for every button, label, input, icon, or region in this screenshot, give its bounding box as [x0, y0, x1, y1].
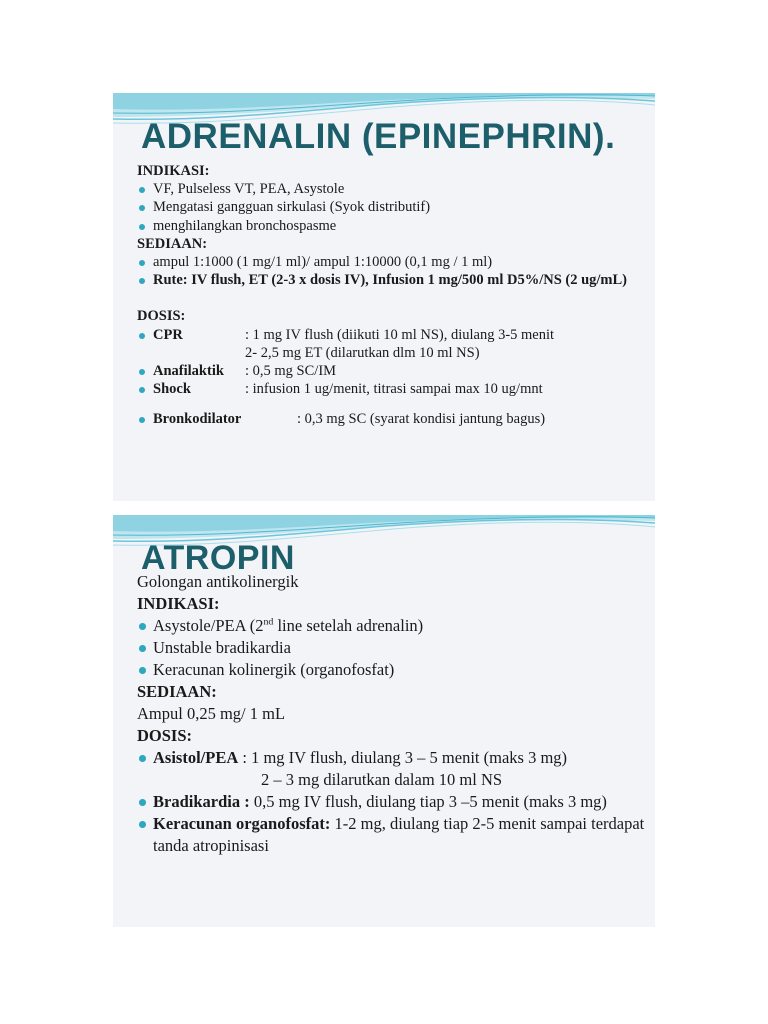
slide-title: ATROPIN — [141, 539, 295, 577]
dose-value: : 0,5 mg SC/IM — [245, 363, 337, 380]
list-item: ampul 1:1000 (1 mg/1 ml)/ ampul 1:10000 (0,1 mg / 1 ml) — [137, 253, 647, 271]
dose-row-keracunan — [137, 813, 647, 857]
dose-value: : 1 mg IV flush, diulang 3 – 5 menit (maks 3 mg) — [238, 748, 568, 767]
list-item: menghilangkan bronchospasme — [137, 217, 647, 235]
list-item-rute: Rute: IV flush, ET (2-3 x dosis IV), Infusion 1 mg/500 ml D5%/NS (2 ug/mL) — [137, 271, 647, 289]
dose-row-anafilaktik — [137, 362, 647, 380]
dose-label: Anafilaktik — [153, 363, 224, 380]
dose-label: Bradikardia : — [153, 792, 250, 811]
list-item: Asystole/PEA (2nd line setelah adrenalin) — [137, 615, 647, 637]
dose-label: Bronkodilator — [153, 411, 242, 428]
dose-value: : infusion 1 ug/menit, titrasi sampai max 10 ug/mnt — [245, 381, 543, 398]
sediaan-heading: SEDIAAN: — [137, 682, 217, 701]
slide-content — [137, 571, 647, 857]
slide-title: ADRENALIN (EPINEPHRIN). — [141, 117, 616, 156]
dose-value: : 0,3 mg SC (syarat kondisi jantung bagus) — [297, 411, 546, 428]
dose-continuation: 2 – 3 mg dilarutkan dalam 10 ml NS — [261, 770, 503, 789]
dose-continuation: 2- 2,5 mg ET (dilarutkan dlm 10 ml NS) — [245, 344, 480, 361]
dosis-heading: DOSIS: — [137, 308, 186, 325]
dose-row-cpr — [137, 326, 647, 344]
dose-value: : 1 mg IV flush (diikuti 10 ml NS), diulang 3-5 menit — [245, 326, 555, 343]
sediaan-heading: SEDIAAN: — [137, 235, 208, 252]
slide-content — [137, 162, 647, 429]
golongan-text: Golongan antikolinergik — [137, 572, 299, 591]
indikasi-heading: INDIKASI: — [137, 594, 220, 613]
slide-atropin — [113, 515, 655, 927]
dose-row-shock — [137, 380, 647, 398]
dose-label: Asistol/PEA — [153, 748, 239, 767]
dose-value: 0,5 mg IV flush, diulang tiap 3 –5 menit (maks 3 mg) — [249, 792, 607, 811]
dose-row-bradikardia — [137, 791, 647, 813]
dosis-heading: DOSIS: — [137, 726, 193, 745]
list-item: Keracunan kolinergik (organofosfat) — [137, 659, 647, 681]
dose-label: Shock — [153, 381, 191, 398]
dose-row-bronkodilator — [137, 410, 647, 428]
indikasi-heading: INDIKASI: — [137, 163, 210, 179]
list-item: Unstable bradikardia — [137, 637, 647, 659]
dose-value: 1-2 mg, diulang tiap 2-5 menit sampai terdapat tanda atropinisasi — [153, 814, 645, 855]
list-item: Mengatasi gangguan sirkulasi (Syok distributif) — [137, 198, 647, 216]
dose-row-asistol — [137, 747, 647, 769]
dose-label: CPR — [153, 326, 183, 343]
sediaan-text: Ampul 0,25 mg/ 1 mL — [137, 704, 286, 723]
dose-label: Keracunan organofosfat: — [153, 814, 331, 833]
slide-adrenalin — [113, 93, 655, 501]
list-item: VF, Pulseless VT, PEA, Asystole — [137, 180, 647, 198]
